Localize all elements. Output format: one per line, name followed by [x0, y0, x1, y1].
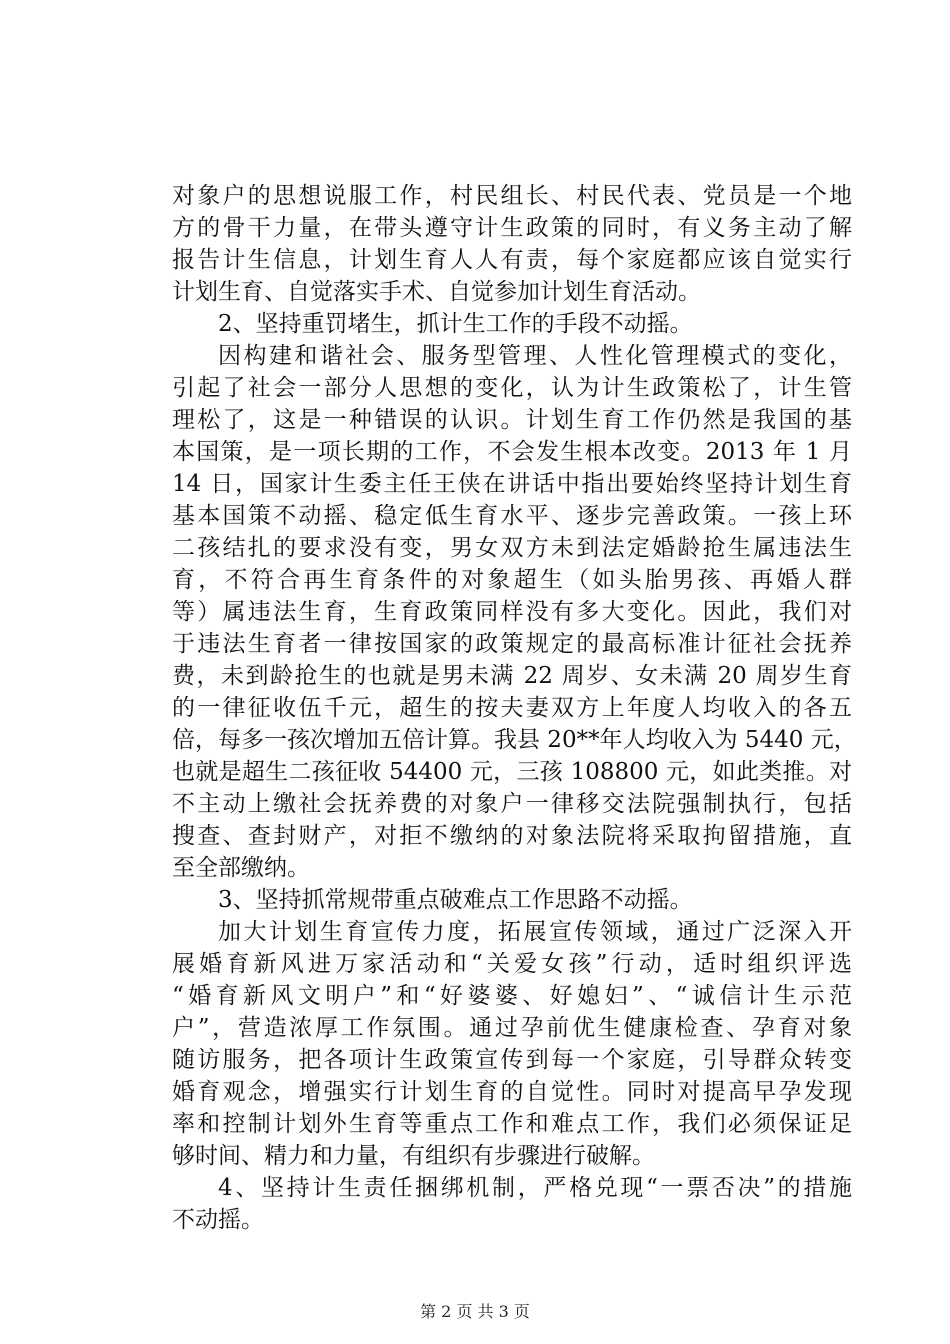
text-line: 搜查、查封财产，对拒不缴纳的对象法院将采取拘留措施，直 — [172, 823, 852, 849]
text-line: 育，不符合再生育条件的对象超生（如头胎男孩、再婚人群 — [172, 567, 852, 593]
text-line: 基本国策不动摇、稳定低生育水平、逐步完善政策。一孩上环 — [172, 503, 852, 529]
text-line: “婚育新风文明户”和“好婆婆、好媳妇”、“诚信计生示范 — [172, 983, 852, 1009]
text-line: 不动摇。 — [172, 1207, 264, 1233]
document-body — [172, 180, 857, 1236]
text-line: 率和控制计划外生育等重点工作和难点工作，我们必须保证足 — [172, 1111, 852, 1137]
text-line: 计划生育、自觉落实手术、自觉参加计划生育活动。 — [172, 279, 701, 305]
text-line: 婚育观念，增强实行计划生育的自觉性。同时对提高早孕发现 — [172, 1079, 852, 1105]
text-line: 二孩结扎的要求没有变，男女双方未到法定婚龄抢生属违法生 — [172, 535, 852, 561]
page-footer: 第 2 页 共 3 页 — [420, 1302, 530, 1321]
text-line: 报告计生信息，计划生育人人有责，每个家庭都应该自觉实行 — [172, 247, 852, 273]
text-line: 因构建和谐社会、服务型管理、人性化管理模式的变化， — [218, 343, 852, 369]
text-line: 引起了社会一部分人思想的变化，认为计生政策松了，计生管 — [172, 375, 852, 401]
text-line: 等）属违法生育，生育政策同样没有多大变化。因此，我们对 — [172, 599, 852, 625]
text-line: 加大计划生育宣传力度，拓展宣传领域，通过广泛深入开 — [218, 919, 852, 945]
text-line: 方的骨干力量，在带头遵守计生政策的同时，有义务主动了解 — [172, 215, 852, 241]
text-line: 4、坚持计生责任捆绑机制，严格兑现“一票否决”的措施 — [218, 1175, 852, 1201]
text-line: 14 日，国家计生委主任王侠在讲话中指出要始终坚持计划生育 — [172, 471, 852, 497]
text-line: 随访服务，把各项计生政策宣传到每一个家庭，引导群众转变 — [172, 1047, 852, 1073]
text-line: 倍，每多一孩次增加五倍计算。我县 20**年人均收入为 5440 元， — [172, 727, 857, 753]
text-line: 也就是超生二孩征收 54400 元，三孩 108800 元，如此类推。对 — [172, 759, 852, 785]
text-line: 费，未到龄抢生的也就是男未满 22 周岁、女未满 20 周岁生育 — [172, 663, 852, 689]
text-line: 够时间、精力和力量，有组织有步骤进行破解。 — [172, 1143, 655, 1169]
text-line: 3、坚持抓常规带重点破难点工作思路不动摇。 — [218, 887, 693, 913]
text-line: 理松了，这是一种错误的认识。计划生育工作仍然是我国的基 — [172, 407, 852, 433]
text-line: 于违法生育者一律按国家的政策规定的最高标准计征社会抚养 — [172, 631, 852, 657]
text-line: 对象户的思想说服工作，村民组长、村民代表、党员是一个地 — [172, 183, 852, 209]
text-line: 本国策，是一项长期的工作，不会发生根本改变。2013 年 1 月 — [172, 439, 852, 465]
text-line: 展婚育新风进万家活动和“关爱女孩”行动，适时组织评选 — [172, 951, 852, 977]
text-line: 至全部缴纳。 — [172, 855, 310, 881]
text-line: 不主动上缴社会抚养费的对象户一律移交法院强制执行，包括 — [172, 791, 852, 817]
text-line: 的一律征收伍千元，超生的按夫妻双方上年度人均收入的各五 — [172, 695, 852, 721]
text-line: 2、坚持重罚堵生，抓计生工作的手段不动摇。 — [218, 311, 693, 337]
text-line: 户”，营造浓厚工作氛围。通过孕前优生健康检查、孕育对象 — [172, 1015, 852, 1041]
